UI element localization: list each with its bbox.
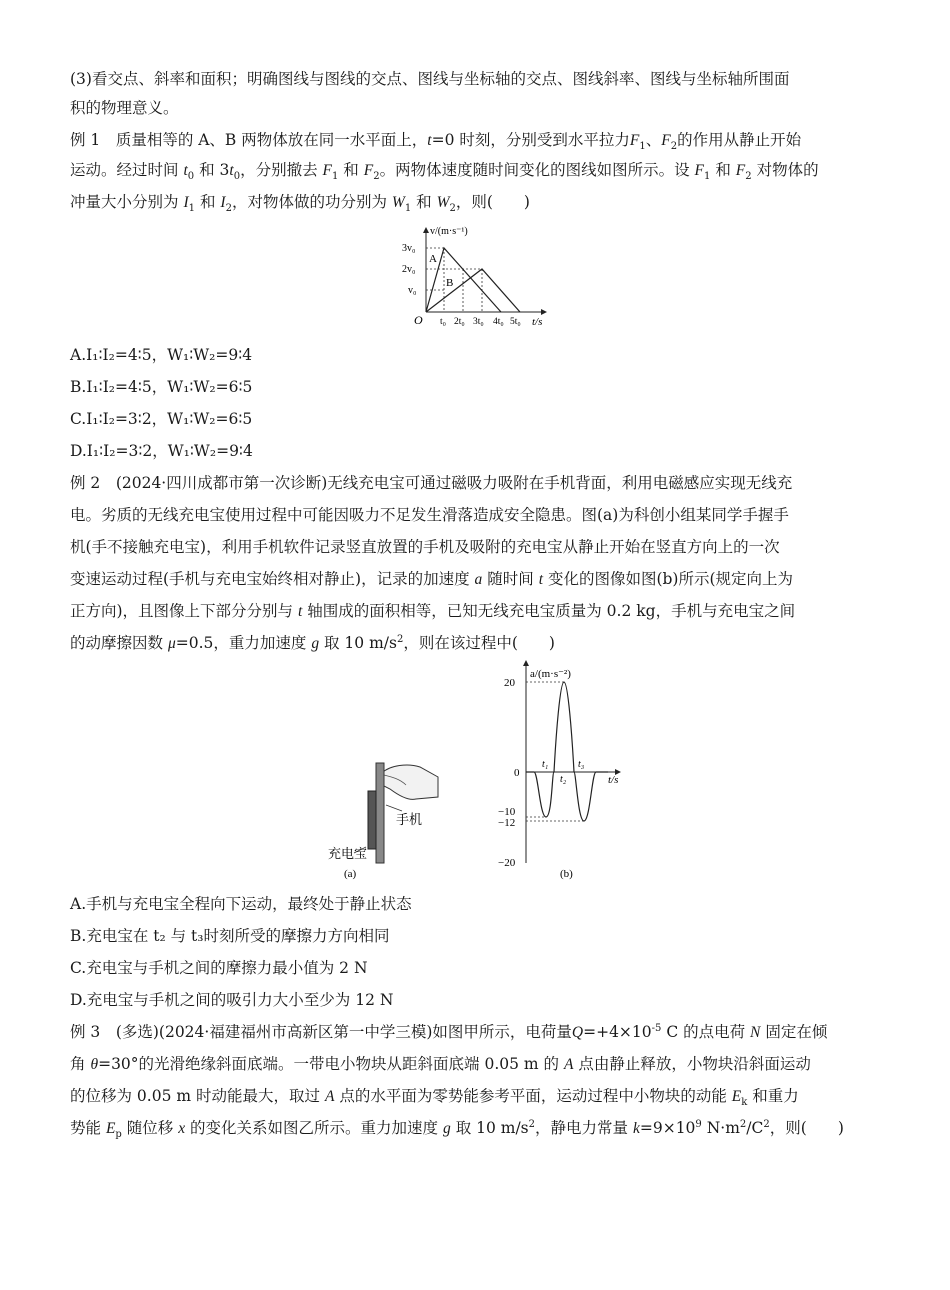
ex3-text: 角 — [70, 1055, 86, 1073]
ex2-label: 例 2 — [70, 474, 101, 492]
ex1-text: 。两物体速度随时间变化的图线如图所示。设 — [379, 161, 690, 179]
fig-b-caption: (b) — [560, 868, 573, 880]
ex1-ylabel: v/(m·s⁻¹) — [430, 226, 468, 237]
ex1-line-1: 例 1 质量相等的 A、B 两物体放在同一水平面上，t=0 时刻，分别受到水平拉力$F_1$、$F_2$的作用从静止开始 — [70, 131, 802, 153]
phone-label: 手机 — [396, 813, 423, 828]
ex2-xlabel: t/s — [608, 774, 619, 786]
ex2-text: 轴围成的面积相等，已知无线充电宝质量为 0.2 kg，手机与充电宝之间 — [307, 602, 796, 620]
intro-line-1: (3)看交点、斜率和面积；明确图线与图线的交点、图线与坐标轴的交点、图线斜率、图线与坐标轴所围面 — [70, 70, 790, 88]
ex1-text: ，分别撤去 — [240, 161, 318, 179]
ex1-xtick-3t0: 3t₀ — [473, 317, 484, 327]
ex3-text: =9×10 — [639, 1119, 696, 1137]
ex1-vt-graph — [396, 222, 556, 332]
ex3-text: =+4×10 — [583, 1023, 652, 1041]
ex1-ytick-v0: v₀ — [408, 285, 417, 296]
line-b — [426, 269, 520, 312]
ex2-line-4: 变速运动过程(手机与充电宝始终相对静止)，记录的加速度 a 随时间 t 变化的图像如图(b)所示(规定向上为 — [70, 570, 794, 588]
phone-icon — [376, 763, 384, 863]
ex1-text: ，则( ) — [455, 193, 530, 211]
ex3-text: 的位移为 0.05 m 时动能最大，取过 — [70, 1087, 320, 1105]
ex2-text: =0.5，重力加速度 — [175, 634, 307, 652]
ex1-text: 运动。经过时间 — [70, 161, 179, 179]
ytick-neg20: −20 — [498, 857, 516, 869]
ex1-text: 和 — [343, 161, 359, 179]
t3-label: t₃ — [578, 759, 585, 770]
ytick-0: 0 — [514, 767, 520, 779]
ex1-ytick-2v0: 2v₀ — [402, 264, 416, 275]
ex2-option-d[interactable]: D.充电宝与手机之间的吸引力大小至少为 12 N — [70, 991, 394, 1009]
t2-label: t₂ — [560, 774, 567, 785]
ex3-text: C 的点电荷 — [661, 1023, 746, 1041]
ex3-text: 固定在倾 — [765, 1023, 828, 1041]
ex3-text: 的变化关系如图乙所示。重力加速度 — [190, 1119, 439, 1137]
ex1-xtick-2t0: 2t₀ — [454, 317, 465, 327]
ex3-text: (多选)(2024·福建福州市高新区第一中学三模)如图甲所示，电荷量 — [115, 1023, 572, 1041]
ex1-text: 和 — [416, 193, 432, 211]
ex2-ylabel: a/(m·s⁻²) — [530, 668, 571, 680]
ex1-text: 和 — [715, 161, 731, 179]
ex2-option-c[interactable]: C.充电宝与手机之间的摩擦力最小值为 2 N — [70, 959, 368, 977]
ex2-line-5: 正方向)，且图像上下部分分别与 t 轴围成的面积相等，已知无线充电宝质量为 0.2 kg，手机与充电宝之间 — [70, 602, 796, 620]
ex1-text: ，对物体做的功分别为 — [231, 193, 387, 211]
ytick-20: 20 — [504, 677, 515, 689]
ex3-text: N·m — [701, 1119, 740, 1137]
ex3-text: 取 10 m/s — [455, 1119, 529, 1137]
ex1-line-3: 冲量大小分别为 $I_1$ 和 $I_2$，对物体做的功分别为 $W_1$ 和 $W_2$，则( ) — [70, 193, 530, 215]
ex3-text: =30°的光滑绝缘斜面底端。一带电小物块从距斜面底端 0.05 m 的 — [98, 1055, 560, 1073]
ex1-text: 冲量大小分别为 — [70, 193, 179, 211]
ex1-option-c[interactable]: C.I₁∶I₂=3∶2，W₁∶W₂=6∶5 — [70, 410, 253, 428]
t1-label: t₁ — [542, 759, 549, 770]
ytick-neg10: −10 — [498, 806, 516, 818]
ex1-xtick-4t0: 4t₀ — [493, 317, 504, 327]
ex2-text: 变速运动过程(手机与充电宝始终相对静止)，记录的加速度 — [70, 570, 470, 588]
hand-icon — [382, 765, 438, 799]
ex3-text: 势能 — [70, 1119, 102, 1137]
ex1-text: 对物体的 — [756, 161, 819, 179]
ex1-option-d[interactable]: D.I₁∶I₂=3∶2，W₁∶W₂=9∶4 — [70, 442, 253, 460]
ex1-ytick-3v0: 3v₀ — [402, 243, 416, 254]
ex1-label-b: B — [446, 277, 454, 289]
ex3-text: /C — [746, 1119, 764, 1137]
ex1-option-a[interactable]: A.I₁∶I₂=4∶5，W₁∶W₂=9∶4 — [70, 346, 253, 364]
ex2-figure-b — [490, 655, 640, 885]
ex1-origin: O — [414, 313, 423, 327]
ex1-xtick-5t0: 5t₀ — [510, 317, 521, 327]
ex1-xtick-t0: t₀ — [440, 317, 446, 327]
ex3-text: 点的水平面为零势能参考平面，运动过程中小物块的动能 — [339, 1087, 727, 1105]
ex2-option-a[interactable]: A.手机与充电宝全程向下运动，最终处于静止状态 — [70, 895, 412, 913]
ex3-text: 点由静止释放，小物块沿斜面运动 — [578, 1055, 811, 1073]
fig-a-caption: (a) — [344, 868, 357, 880]
ex1-line-2: 运动。经过时间 $t_0$ 和 $3t_0$，分别撤去 $F_1$ 和 $F_2$。两物体速度随时间变化的图线如图所示。设 $F_1$ 和 $F_2$ 对物体的 — [70, 161, 819, 183]
acceleration-curve — [526, 682, 608, 821]
ex1-label: 例 1 — [70, 131, 101, 149]
ex3-text: 和重力 — [752, 1087, 799, 1105]
ex3-line-1: 例 3 (多选)(2024·福建福州市高新区第一中学三模)如图甲所示，电荷量$Q=+4\times 10^{-5}$ C 的点电荷 N 固定在倾 — [70, 1022, 828, 1041]
line-a — [426, 248, 501, 312]
intro-line-2: 积的物理意义。 — [70, 99, 179, 117]
ytick-neg12: −12 — [498, 817, 516, 829]
ex1-text: 质量相等的 A、B 两物体放在同一水平面上， — [115, 131, 428, 149]
ex2-line-2: 电。劣质的无线充电宝使用过程中可能因吸力不足发生滑落造成安全隐患。图(a)为科创小组某同学手握手 — [70, 506, 789, 524]
ex1-option-b[interactable]: B.I₁∶I₂=4∶5，W₁∶W₂=6∶5 — [70, 378, 253, 396]
ex2-text: (2024·四川成都市第一次诊断)无线充电宝可通过磁吸力吸附在手机背面，利用电磁感应实现无线充 — [115, 474, 793, 492]
ex2-text: 的动摩擦因数 — [70, 634, 164, 652]
ex2-text: 取 10 m/s — [324, 634, 397, 652]
ex1-text: 和 3 — [199, 161, 230, 179]
ex1-xlabel: t/s — [532, 316, 543, 328]
ex2-line-3: 机(手不接触充电宝)，利用手机软件记录竖直放置的手机及吸附的充电宝从静止开始在竖直方向上的一次 — [70, 538, 780, 556]
ex3-line-3: 的位移为 0.05 m 时动能最大，取过 A 点的水平面为零势能参考平面，运动过程中小物块的动能 $E_k$ 和重力 — [70, 1087, 799, 1109]
ex1-label-a: A — [429, 253, 437, 265]
ex2-line-1 — [70, 472, 890, 494]
ex2-text: 变化的图像如图(b)所示(规定向上为 — [547, 570, 794, 588]
ex1-text: 和 — [199, 193, 216, 211]
ex2-figure-a — [320, 755, 460, 885]
ex2-text: 正方向)，且图像上下部分分别与 — [70, 602, 294, 620]
power-bank-icon — [368, 791, 376, 849]
ex3-label: 例 3 — [70, 1023, 101, 1041]
power-bank-label: 充电宝 — [328, 847, 368, 862]
ex3-line-2: 角 θ=30°的光滑绝缘斜面底端。一带电小物块从距斜面底端 0.05 m 的 A 点由静止释放，小物块沿斜面运动 — [70, 1055, 811, 1073]
ex2-text: ，则在该过程中( ) — [403, 634, 555, 652]
ex2-option-b[interactable]: B.充电宝在 t₂ 与 t₃时刻所受的摩擦力方向相同 — [70, 927, 390, 945]
ex2-line-6: 的动摩擦因数 μ=0.5，重力加速度 g 取 10 $m/s^2$，则在该过程中( ) — [70, 633, 555, 652]
ex3-line-4: 势能 $E_p$ 随位移 x 的变化关系如图乙所示。重力加速度 g 取 10 $m/s^2$，静电力常量 $k=9\times 10^9$ $N\cdot m^2/C^2$，则( ) — [70, 1118, 844, 1141]
ex3-text: ，静电力常量 — [535, 1119, 629, 1137]
ex1-text: =0 时刻，分别受到水平拉力 — [431, 131, 630, 149]
ex3-text: ，则( ) — [769, 1119, 844, 1137]
ex2-text: 随时间 — [487, 570, 534, 588]
ex3-text: 随位移 — [126, 1119, 174, 1137]
